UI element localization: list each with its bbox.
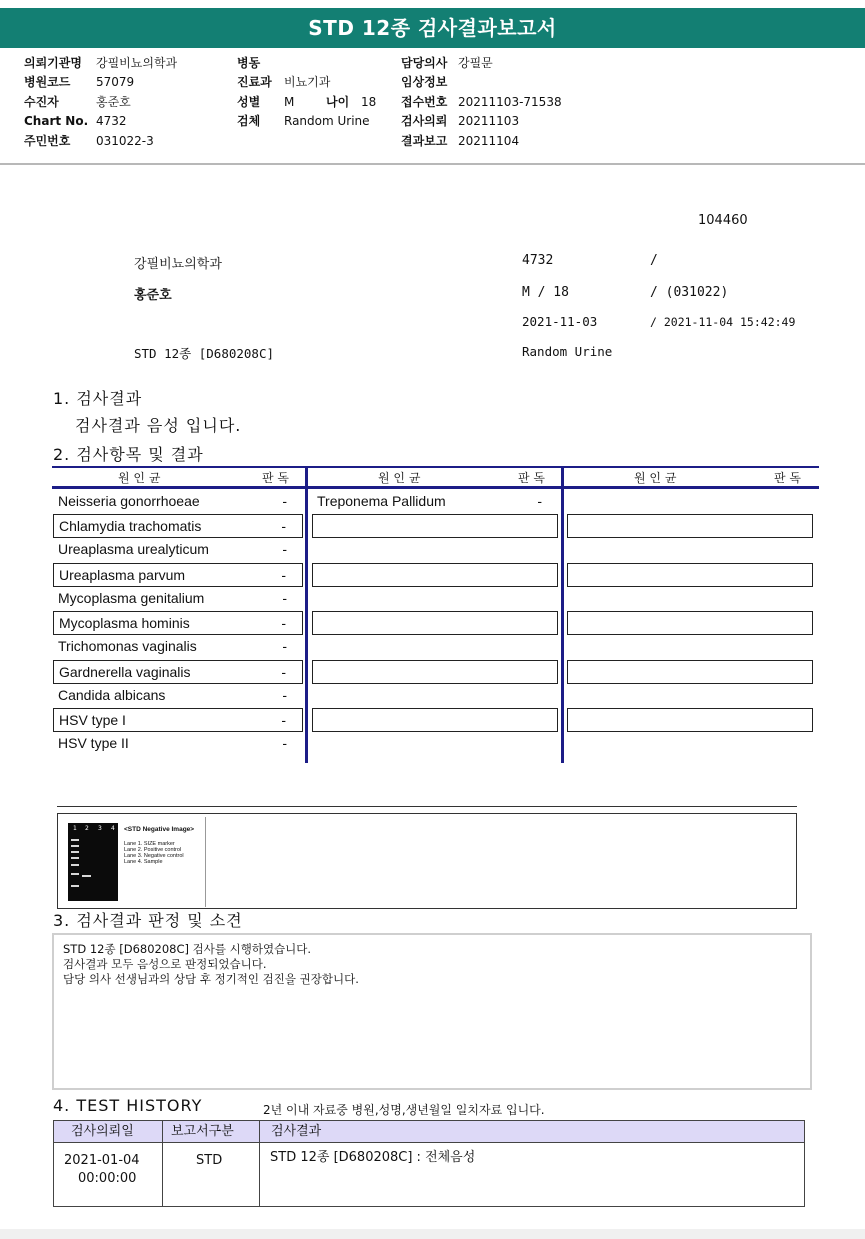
section-3-heading: 3. 검사결과 판정 및 소견: [53, 911, 243, 930]
empty-result-cell: [312, 708, 558, 732]
organism-row: [53, 708, 303, 732]
organism-result: -: [281, 664, 286, 680]
gel-legend-item: Lane 3. Negative control: [124, 853, 184, 859]
empty-result-cell: [312, 611, 558, 635]
organism-result: -: [282, 638, 287, 654]
organism-header: 원 인 균: [378, 471, 421, 485]
gel-lane-number: 1: [73, 825, 77, 832]
gel-band: [71, 851, 79, 853]
organism-row: [53, 538, 303, 562]
gel-band: [71, 873, 79, 875]
gel-legend: [124, 827, 194, 865]
organism-result: -: [282, 687, 287, 703]
result-header: 판 독: [774, 471, 801, 485]
header-label-age: 나이: [326, 94, 350, 109]
history-column-divider: [259, 1121, 260, 1206]
organism-row: [53, 514, 303, 538]
header-row: [237, 112, 376, 131]
header-label: 임상정보: [401, 75, 448, 90]
organism-name: Treponema Pallidum: [317, 493, 446, 509]
organism-name: Mycoplasma genitalium: [58, 590, 205, 606]
opinion-line: 담당 의사 선생님과의 상담 후 정기적인 검진을 권장합니다.: [63, 972, 359, 986]
empty-result-cell: [567, 708, 813, 732]
gel-title: <STD Negative Image>: [124, 826, 195, 833]
results-grid-divider: [305, 466, 308, 763]
organism-name: Neisseria gonorrhoeae: [58, 493, 200, 509]
result-header: 판 독: [518, 471, 545, 485]
organism-name: Candida albicans: [58, 687, 166, 703]
gel-lane-number: 2: [85, 825, 89, 832]
results-column-header: [564, 469, 819, 485]
gel-lane-number: 4: [111, 825, 115, 832]
empty-result-cell: [312, 514, 558, 538]
organism-name: HSV type I: [59, 712, 126, 728]
patient-name: 홍준호: [134, 288, 172, 303]
organism-result: -: [282, 541, 287, 557]
history-table-header: [54, 1121, 804, 1143]
chart-number: 4732: [522, 253, 554, 268]
header-value: 57079: [96, 75, 135, 90]
empty-result-cell: [567, 660, 813, 684]
organism-header: 원 인 균: [634, 471, 677, 485]
results-grid-divider: [561, 466, 564, 763]
gel-band: [71, 857, 79, 859]
header-label: 수진자: [24, 94, 59, 109]
header-row: [24, 93, 177, 112]
page-footer-strip: [0, 1229, 865, 1239]
gel-band: [82, 875, 91, 877]
history-column-header: 검사결과: [271, 1124, 322, 1139]
organism-result: -: [281, 567, 286, 583]
header-value: 비뇨기과: [284, 75, 331, 90]
opinion-line: STD 12종 [D680208C] 검사를 시행하였습니다.: [63, 942, 312, 956]
organism-result: -: [537, 493, 542, 509]
header-row: [237, 73, 376, 92]
organism-result: -: [281, 518, 286, 534]
header-row: [401, 54, 562, 73]
chart-slash: /: [650, 253, 658, 268]
header-row: [401, 112, 562, 131]
history-date: 2021-01-04: [64, 1153, 140, 1168]
header-column-1: [24, 54, 177, 151]
results-column-header: [52, 469, 305, 485]
header-row: [24, 54, 177, 73]
organism-name: Trichomonas vaginalis: [58, 638, 197, 654]
organism-row: [53, 660, 303, 684]
header-value: 4732: [96, 114, 127, 129]
organism-result: -: [281, 712, 286, 728]
organism-name: Gardnerella vaginalis: [59, 664, 191, 680]
history-column-header: 보고서구분: [171, 1124, 234, 1139]
gel-band: [71, 845, 79, 847]
results-grid-header-line: [52, 486, 819, 489]
empty-result-cell: [567, 611, 813, 635]
organism-row: [312, 490, 558, 514]
header-label: 의뢰기관명: [24, 56, 82, 70]
organism-result: -: [282, 735, 287, 751]
gel-lane-number: 3: [98, 825, 102, 832]
header-label: 진료과: [237, 75, 272, 90]
header-label: 검체: [237, 114, 261, 129]
organism-result: -: [282, 493, 287, 509]
organism-name: Mycoplasma hominis: [59, 615, 190, 631]
empty-result-cell: [312, 660, 558, 684]
organism-name: Ureaplasma parvum: [59, 567, 186, 583]
organism-row: [53, 732, 303, 756]
header-value: 20211103: [458, 114, 520, 129]
test-name: STD 12종 [D680208C]: [134, 346, 275, 361]
header-label: 결과보고: [401, 133, 448, 148]
header-label: 접수번호: [401, 94, 448, 109]
birth-code: / (031022): [650, 285, 729, 300]
results-column-header: [308, 469, 561, 485]
organism-header: 원 인 균: [118, 471, 161, 485]
section-1-heading: 1. 검사결과: [53, 389, 143, 408]
organism-name: Ureaplasma urealyticum: [58, 541, 209, 557]
history-type: STD: [196, 1153, 223, 1168]
empty-result-cell: [312, 563, 558, 587]
result-summary: 검사결과 음성 입니다.: [75, 416, 242, 435]
header-row: [401, 93, 562, 112]
gel-band: [71, 864, 79, 866]
header-label: 주민번호: [24, 133, 71, 148]
header-label: 담당의사: [401, 56, 448, 70]
sex-age: M / 18: [522, 285, 569, 300]
history-time: 00:00:00: [78, 1171, 137, 1186]
gel-image: [66, 817, 206, 907]
header-value-age: 18: [361, 94, 377, 109]
history-column-divider: [162, 1121, 163, 1206]
organism-result: -: [282, 590, 287, 606]
results-grid-top-line: [52, 466, 819, 468]
history-table: [53, 1120, 805, 1207]
header-value: 031022-3: [96, 133, 154, 148]
header-value: 강필문: [458, 56, 493, 70]
section-4-heading: 4. TEST HISTORY: [53, 1096, 203, 1115]
organism-row: [53, 587, 303, 611]
header-label: 성별: [237, 94, 261, 109]
report-title: STD 12종 검사결과보고서: [0, 8, 865, 48]
header-label: 검사의뢰: [401, 114, 448, 129]
gel-band: [71, 839, 79, 841]
result-header: 판 독: [262, 471, 289, 485]
header-column-2: [237, 54, 376, 132]
header-row: [237, 93, 376, 112]
request-date: 2021-11-03: [522, 314, 598, 329]
report-datetime: / 2021-11-04 15:42:49: [650, 315, 796, 329]
header-divider: [0, 163, 865, 165]
specimen: Random Urine: [522, 344, 613, 359]
gel-image-frame: [57, 813, 797, 909]
header-row: [401, 73, 562, 92]
gel-section-rule: [57, 806, 797, 807]
header-row: [237, 54, 376, 73]
header-row: [24, 132, 177, 151]
history-column-header: 검사의뢰일: [71, 1124, 134, 1139]
organism-result: -: [281, 615, 286, 631]
organism-row: [53, 490, 303, 514]
opinion-line: 검사결과 모두 음성으로 판정되었습니다.: [63, 957, 267, 971]
organism-name: HSV type II: [58, 735, 129, 751]
clinic-name: 강필비뇨의학과: [134, 257, 222, 272]
organism-row: [53, 563, 303, 587]
gel-legend-item: Lane 2. Positive control: [124, 847, 182, 853]
header-row: [24, 112, 177, 131]
header-value: 강필비뇨의학과: [96, 56, 178, 70]
gel-legend-item: Lane 1. SIZE marker: [124, 841, 175, 847]
header-value: 홍준호: [96, 94, 131, 109]
header-value: 20211104: [458, 133, 520, 148]
organism-row: [53, 684, 303, 708]
header-label: Chart No.: [24, 114, 89, 129]
gel-band: [71, 885, 79, 887]
gel-legend-item: Lane 4. Sample: [124, 859, 163, 865]
header-row: [401, 132, 562, 151]
opinion-box: [52, 933, 812, 1090]
gel-photo: [68, 823, 118, 901]
organism-row: [53, 635, 303, 659]
header-column-3: [401, 54, 562, 151]
header-value: 20211103-71538: [458, 94, 562, 109]
organism-row: [53, 611, 303, 635]
header-label: 병동: [237, 56, 261, 70]
header-label: 병원코드: [24, 75, 71, 90]
section-2-heading: 2. 검사항목 및 결과: [53, 445, 204, 464]
header-value: Random Urine: [284, 114, 370, 129]
report-number: 104460: [698, 213, 748, 228]
empty-result-cell: [567, 563, 813, 587]
empty-result-cell: [567, 514, 813, 538]
header-row: [24, 73, 177, 92]
history-result: STD 12종 [D680208C] : 전체음성: [270, 1150, 476, 1165]
organism-name: Chlamydia trachomatis: [59, 518, 202, 534]
history-note: 2년 이내 자료중 병원,성명,생년월일 일치자료 입니다.: [263, 1103, 545, 1117]
header-value: M: [284, 94, 295, 109]
